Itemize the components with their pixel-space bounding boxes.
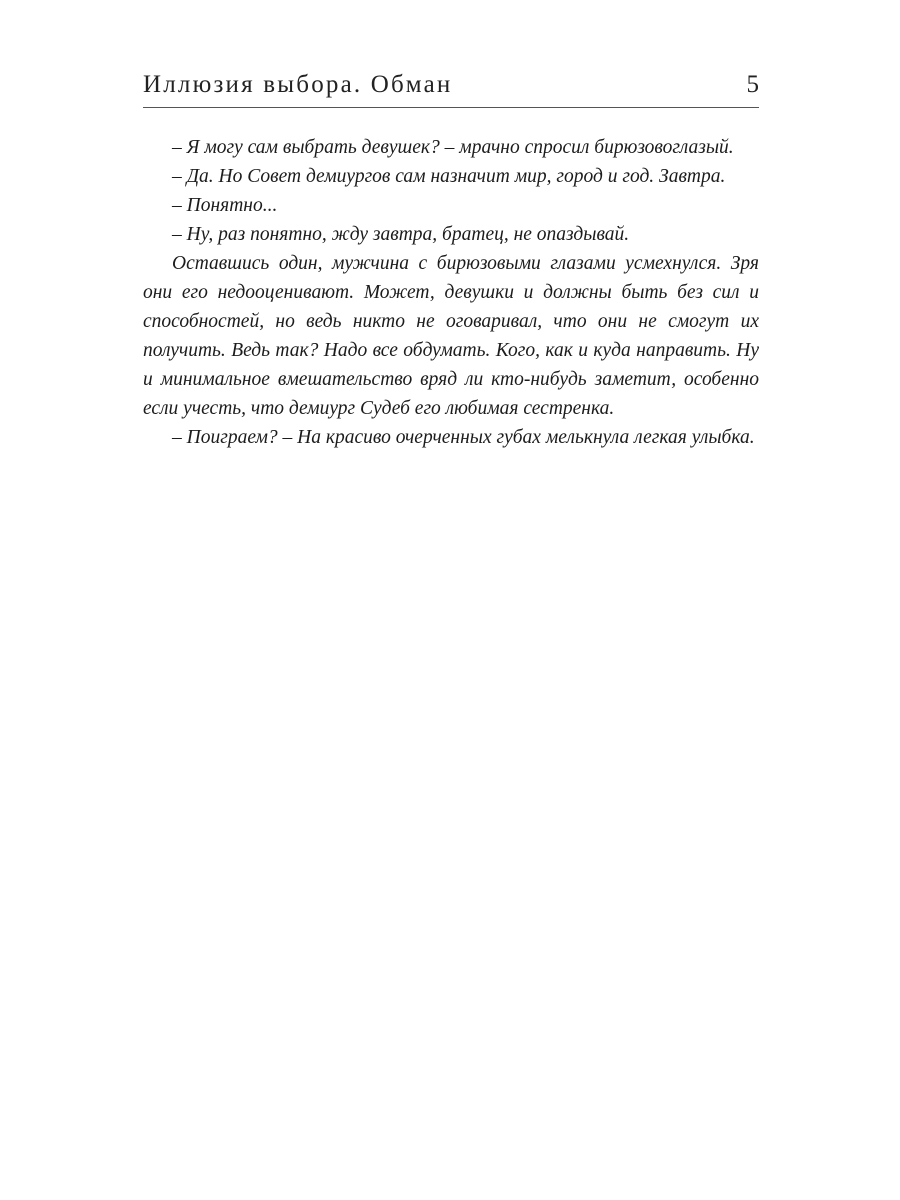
page-number: 5 bbox=[746, 71, 759, 98]
paragraph-narration: Оставшись один, мужчина с бирюзовыми глазами усмехнулся. Зря они его недооценивают. Может, девушки и должны быть без сил и способностей, но ведь никто не оговаривал, что они не смогут их получить. Ведь так? Надо все обдумать. Кого, как и куда направить. Ну и минимальное вмешательство вряд ли кто-нибудь заметит, особенно если учесть, что демиург Судеб его любимая сестренка. bbox=[143, 253, 759, 419]
paragraph-dialogue-5: – Поиграем? – На красиво очерченных губах мелькнула легкая улыбка. bbox=[172, 427, 755, 448]
paragraph-dialogue-3: – Понятно... bbox=[172, 195, 278, 216]
text-body bbox=[143, 133, 759, 452]
paragraph-dialogue-1: – Я могу сам выбрать девушек? – мрачно спросил бирюзовоглазый. bbox=[172, 137, 734, 158]
paragraph-dialogue-2: – Да. Но Совет демиургов сам назначит мир, город и год. Завтра. bbox=[172, 166, 726, 187]
page-header bbox=[143, 68, 759, 108]
running-title: Иллюзия выбора. Обман bbox=[143, 71, 453, 98]
paragraph-dialogue-4: – Ну, раз понятно, жду завтра, братец, не опаздывай. bbox=[172, 224, 630, 245]
